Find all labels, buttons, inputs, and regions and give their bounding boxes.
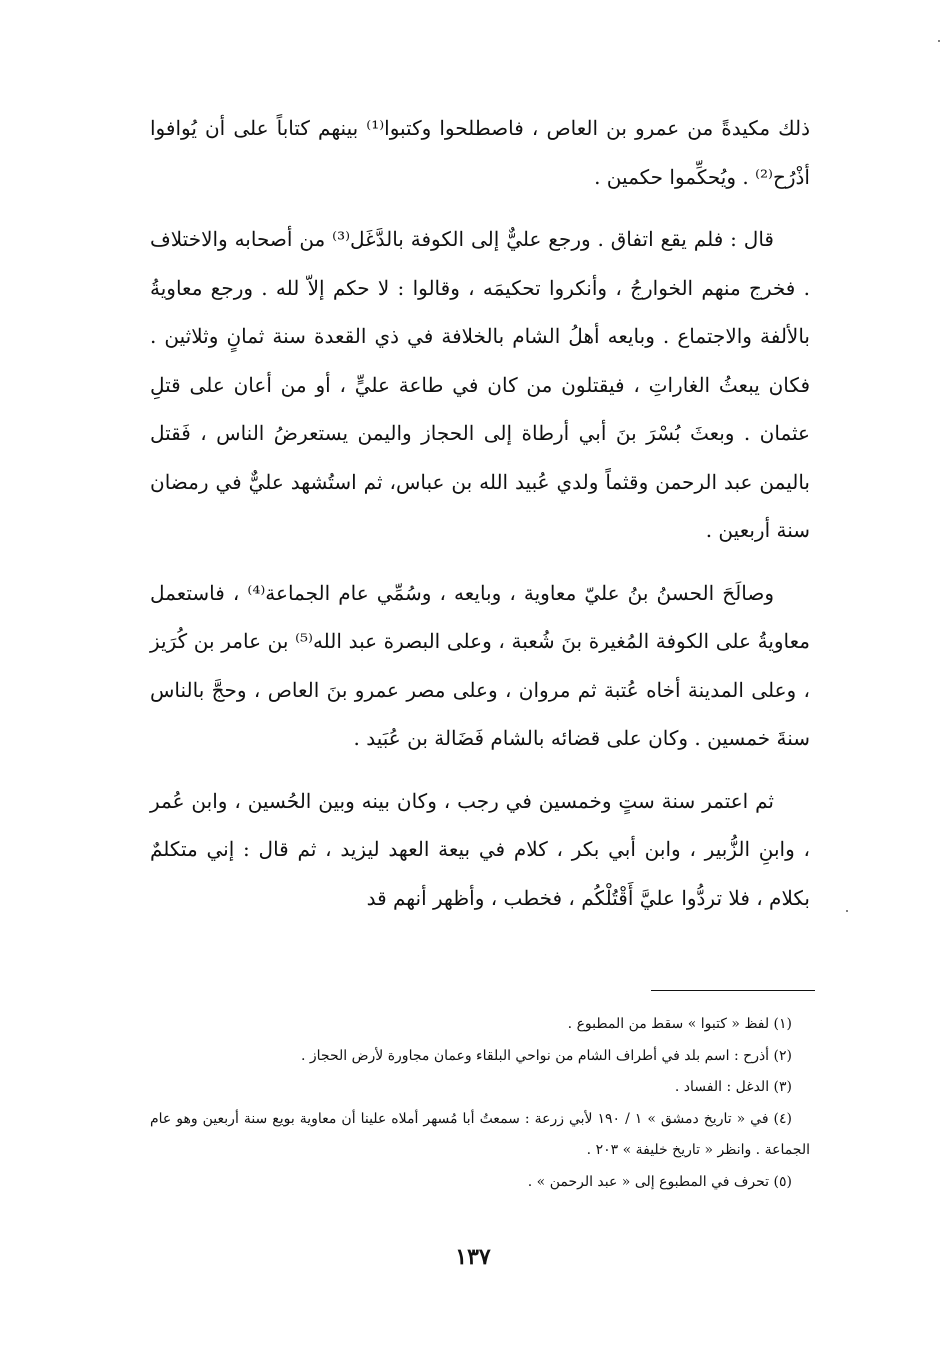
footnote-4: (٤) في « تاريخ دمشق » ١ / ١٩٠ لأبي زرعة : سمعتُ أبا مُسهر أملاه علينا أن معاوية بويع سنة أربعين وهو عام الجماعة . وانظر « تاريخ خليفة » ٢٠٣ . (150, 1110, 810, 1158)
paragraph-4: ثم اعتمر سنة ستٍ وخمسين في رجب ، وكان بينه وبين الحُسين ، وابن عُمر ، وابنِ الزُّبير ، وابن أبي بكر ، كلام في بيعة العهد ليزيد ، ثم قال : إني متكلمٌ بكلام ، فلا تردُّوا عليَّ أَقْتُلْكُم ، فخطب ، وأظهر أنهم قد (150, 788, 810, 910)
scan-speck (846, 910, 848, 912)
paragraph-1: ذلك مكيدةً من عمرو بن العاص ، فاصطلحوا وكتبوا⁽¹⁾ بينهم كتاباً على أن يُوافوا أذْرُح⁽²⁾ . ويُحكِّموا حكمين . (150, 116, 810, 189)
paragraph-3: وصالَحَ الحسنُ بنُ عليّ معاوية ، وبايعه ، وسُمِّي عام الجماعة⁽⁴⁾ ، فاستعمل معاويةُ على الكوفة المُغيرة بنَ شُعبة ، وعلى البصرة عبد الله⁽⁵⁾ بن عامر بن كُرَيز ، وعلى المدينة أخاه عُتبة ثم مروان ، وعلى مصر عمرو بنَ العاص ، وحجَّ بالناس سنةَ خمسين . وكان على قضائه بالشام فَضَالة بن عُبَيد . (150, 580, 810, 750)
footnote-separator (651, 990, 815, 991)
scan-speck (938, 40, 940, 42)
page-number: ١٣٧ (455, 1244, 491, 1270)
main-text (150, 104, 810, 922)
footnotes (150, 1009, 810, 1198)
footnote-5: (٥) تحرف في المطبوع إلى « عبد الرحمن » . (527, 1173, 792, 1190)
footnote-1: (١) لفظ « كتبوا » سقط من المطبوع . (567, 1016, 792, 1032)
footnote-2: (٢) أذرح : اسم بلد في أطراف الشام من نواحي البلقاء وعمان مجاورة لأرض الحجاز . (300, 1047, 792, 1064)
footnote-3: (٣) الدغل : الفساد . (674, 1079, 792, 1095)
paragraph-2: قال : فلم يقع اتفاق . ورجع عليٌّ إلى الكوفة بالدَّغَل⁽³⁾ من أصحابه والاختلاف . فخرج منهم الخوارجُ ، وأنكروا تحكيمَه ، وقالوا : لا حكم إلاّ لله . ورجع معاويةُ بالألفة والاجتماع . وبايعه أهلُ الشام بالخلافة في ذي القعدة سنة ثمانٍ وثلاثين . فكان يبعثُ الغاراتِ ، فيقتلون من كان في طاعة عليٍّ ، أو من أعان على قتلِ عثمان . وبعثَ بُسْرَ بنَ أبي أرطاة إلى الحجاز واليمن يستعرضُ الناس ، فَقتل باليمن عبد الرحمن وقثماً ولدي عُبيد الله بن عباس، ثم استُشهد عليٌّ في رمضان سنة أربعين . (150, 227, 810, 542)
